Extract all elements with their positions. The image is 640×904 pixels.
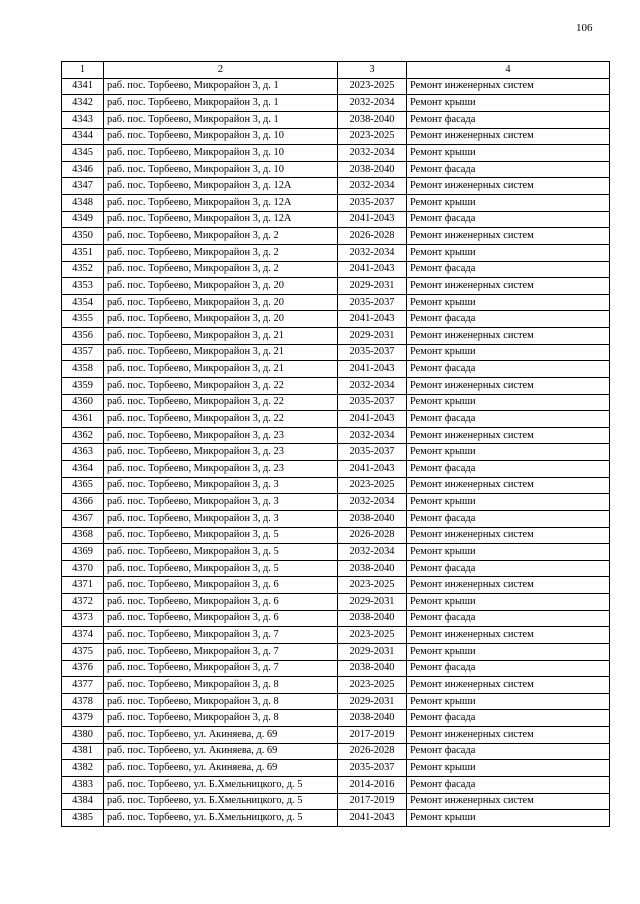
row-number: 4385 (62, 810, 104, 827)
period-cell: 2023-2025 (338, 477, 407, 494)
row-number: 4367 (62, 510, 104, 527)
address-cell: раб. пос. Торбеево, Микрорайон 3, д. 12А (104, 178, 338, 195)
address-cell: раб. пос. Торбеево, Микрорайон 3, д. 8 (104, 693, 338, 710)
table-row (62, 760, 610, 777)
address-cell: раб. пос. Торбеево, Микрорайон 3, д. 23 (104, 427, 338, 444)
row-number: 4343 (62, 111, 104, 128)
period-cell: 2038-2040 (338, 111, 407, 128)
work-type-cell: Ремонт крыши (407, 643, 610, 660)
address-cell: раб. пос. Торбеево, Микрорайон 3, д. 3 (104, 510, 338, 527)
row-number: 4356 (62, 328, 104, 345)
row-number: 4362 (62, 427, 104, 444)
period-cell: 2035-2037 (338, 344, 407, 361)
work-type-cell: Ремонт фасада (407, 510, 610, 527)
work-type-cell: Ремонт фасада (407, 461, 610, 478)
table-row (62, 594, 610, 611)
row-number: 4371 (62, 577, 104, 594)
table-row (62, 477, 610, 494)
address-cell: раб. пос. Торбеево, Микрорайон 3, д. 6 (104, 610, 338, 627)
row-number: 4382 (62, 760, 104, 777)
row-number: 4341 (62, 78, 104, 95)
table-row (62, 278, 610, 295)
table-row (62, 660, 610, 677)
work-type-cell: Ремонт фасада (407, 776, 610, 793)
table-row (62, 411, 610, 428)
table-row (62, 161, 610, 178)
row-number: 4355 (62, 311, 104, 328)
period-cell: 2023-2025 (338, 78, 407, 95)
row-number: 4384 (62, 793, 104, 810)
table-row (62, 461, 610, 478)
address-cell: раб. пос. Торбеево, Микрорайон 3, д. 5 (104, 544, 338, 561)
work-type-cell: Ремонт инженерных систем (407, 577, 610, 594)
work-type-cell: Ремонт инженерных систем (407, 527, 610, 544)
work-type-cell: Ремонт инженерных систем (407, 178, 610, 195)
period-cell: 2038-2040 (338, 660, 407, 677)
work-type-cell: Ремонт крыши (407, 760, 610, 777)
work-type-cell: Ремонт крыши (407, 145, 610, 162)
work-type-cell: Ремонт крыши (407, 544, 610, 561)
period-cell: 2023-2025 (338, 677, 407, 694)
period-cell: 2038-2040 (338, 510, 407, 527)
period-cell: 2035-2037 (338, 195, 407, 212)
table-row (62, 344, 610, 361)
row-number: 4345 (62, 145, 104, 162)
table-row (62, 693, 610, 710)
row-number: 4364 (62, 461, 104, 478)
work-type-cell: Ремонт фасада (407, 311, 610, 328)
table-row (62, 427, 610, 444)
row-number: 4353 (62, 278, 104, 295)
table-row (62, 78, 610, 95)
address-cell: раб. пос. Торбеево, Микрорайон 3, д. 2 (104, 228, 338, 245)
table-row (62, 128, 610, 145)
address-cell: раб. пос. Торбеево, Микрорайон 3, д. 1 (104, 111, 338, 128)
work-type-cell: Ремонт инженерных систем (407, 627, 610, 644)
period-cell: 2035-2037 (338, 294, 407, 311)
row-number: 4357 (62, 344, 104, 361)
table-row (62, 145, 610, 162)
table-row (62, 294, 610, 311)
row-number: 4381 (62, 743, 104, 760)
work-type-cell: Ремонт фасада (407, 660, 610, 677)
period-cell: 2038-2040 (338, 560, 407, 577)
work-type-cell: Ремонт крыши (407, 494, 610, 511)
address-cell: раб. пос. Торбеево, Микрорайон 3, д. 7 (104, 643, 338, 660)
row-number: 4375 (62, 643, 104, 660)
table-header (62, 62, 610, 79)
row-number: 4352 (62, 261, 104, 278)
address-cell: раб. пос. Торбеево, Микрорайон 3, д. 10 (104, 145, 338, 162)
table-row (62, 727, 610, 744)
table-row (62, 311, 610, 328)
period-cell: 2029-2031 (338, 278, 407, 295)
table-row (62, 643, 610, 660)
row-number: 4344 (62, 128, 104, 145)
address-cell: раб. пос. Торбеево, ул. Б.Хмельницкого, д. 5 (104, 793, 338, 810)
row-number: 4368 (62, 527, 104, 544)
address-cell: раб. пос. Торбеево, Микрорайон 3, д. 8 (104, 677, 338, 694)
period-cell: 2029-2031 (338, 328, 407, 345)
work-type-cell: Ремонт крыши (407, 594, 610, 611)
row-number: 4377 (62, 677, 104, 694)
work-type-cell: Ремонт крыши (407, 344, 610, 361)
period-cell: 2014-2016 (338, 776, 407, 793)
row-number: 4348 (62, 195, 104, 212)
period-cell: 2041-2043 (338, 461, 407, 478)
work-type-cell: Ремонт фасада (407, 411, 610, 428)
address-cell: раб. пос. Торбеево, ул. Б.Хмельницкого, д. 5 (104, 810, 338, 827)
address-cell: раб. пос. Торбеево, Микрорайон 3, д. 23 (104, 444, 338, 461)
period-cell: 2026-2028 (338, 743, 407, 760)
table-row (62, 328, 610, 345)
work-type-cell: Ремонт инженерных систем (407, 228, 610, 245)
period-cell: 2023-2025 (338, 627, 407, 644)
row-number: 4361 (62, 411, 104, 428)
column-header-3: 3 (338, 62, 407, 79)
address-cell: раб. пос. Торбеево, Микрорайон 3, д. 10 (104, 161, 338, 178)
work-type-cell: Ремонт инженерных систем (407, 328, 610, 345)
address-cell: раб. пос. Торбеево, ул. Акиняева, д. 69 (104, 727, 338, 744)
address-cell: раб. пос. Торбеево, Микрорайон 3, д. 10 (104, 128, 338, 145)
address-cell: раб. пос. Торбеево, Микрорайон 3, д. 22 (104, 411, 338, 428)
table-row (62, 178, 610, 195)
period-cell: 2035-2037 (338, 444, 407, 461)
address-cell: раб. пос. Торбеево, Микрорайон 3, д. 6 (104, 594, 338, 611)
row-number: 4354 (62, 294, 104, 311)
table-row (62, 776, 610, 793)
period-cell: 2032-2034 (338, 544, 407, 561)
row-number: 4360 (62, 394, 104, 411)
row-number: 4363 (62, 444, 104, 461)
table-body (62, 78, 610, 826)
table-row (62, 394, 610, 411)
work-type-cell: Ремонт крыши (407, 444, 610, 461)
address-cell: раб. пос. Торбеево, Микрорайон 3, д. 1 (104, 78, 338, 95)
period-cell: 2026-2028 (338, 527, 407, 544)
row-number: 4349 (62, 211, 104, 228)
table-row (62, 610, 610, 627)
column-header-2: 2 (104, 62, 338, 79)
period-cell: 2041-2043 (338, 810, 407, 827)
repair-schedule-table (61, 61, 610, 827)
address-cell: раб. пос. Торбеево, Микрорайон 3, д. 8 (104, 710, 338, 727)
work-type-cell: Ремонт крыши (407, 693, 610, 710)
period-cell: 2029-2031 (338, 594, 407, 611)
address-cell: раб. пос. Торбеево, Микрорайон 3, д. 22 (104, 377, 338, 394)
work-type-cell: Ремонт фасада (407, 743, 610, 760)
table-row (62, 527, 610, 544)
row-number: 4342 (62, 95, 104, 112)
address-cell: раб. пос. Торбеево, Микрорайон 3, д. 5 (104, 527, 338, 544)
row-number: 4372 (62, 594, 104, 611)
row-number: 4359 (62, 377, 104, 394)
address-cell: раб. пос. Торбеево, Микрорайон 3, д. 5 (104, 560, 338, 577)
period-cell: 2032-2034 (338, 95, 407, 112)
period-cell: 2041-2043 (338, 211, 407, 228)
table-row (62, 244, 610, 261)
address-cell: раб. пос. Торбеево, Микрорайон 3, д. 20 (104, 294, 338, 311)
address-cell: раб. пос. Торбеево, Микрорайон 3, д. 3 (104, 477, 338, 494)
period-cell: 2038-2040 (338, 710, 407, 727)
work-type-cell: Ремонт фасада (407, 361, 610, 378)
work-type-cell: Ремонт фасада (407, 610, 610, 627)
row-number: 4366 (62, 494, 104, 511)
work-type-cell: Ремонт крыши (407, 810, 610, 827)
row-number: 4373 (62, 610, 104, 627)
address-cell: раб. пос. Торбеево, Микрорайон 3, д. 20 (104, 278, 338, 295)
address-cell: раб. пос. Торбеево, Микрорайон 3, д. 1 (104, 95, 338, 112)
period-cell: 2017-2019 (338, 727, 407, 744)
address-cell: раб. пос. Торбеево, Микрорайон 3, д. 22 (104, 394, 338, 411)
period-cell: 2026-2028 (338, 228, 407, 245)
work-type-cell: Ремонт крыши (407, 195, 610, 212)
table-row (62, 577, 610, 594)
work-type-cell: Ремонт фасада (407, 560, 610, 577)
work-type-cell: Ремонт фасада (407, 211, 610, 228)
period-cell: 2032-2034 (338, 244, 407, 261)
period-cell: 2032-2034 (338, 377, 407, 394)
table-row (62, 510, 610, 527)
table-row (62, 710, 610, 727)
period-cell: 2029-2031 (338, 643, 407, 660)
address-cell: раб. пос. Торбеево, Микрорайон 3, д. 6 (104, 577, 338, 594)
period-cell: 2041-2043 (338, 311, 407, 328)
row-number: 4369 (62, 544, 104, 561)
header-row (62, 62, 610, 79)
period-cell: 2032-2034 (338, 145, 407, 162)
table-row (62, 810, 610, 827)
work-type-cell: Ремонт инженерных систем (407, 427, 610, 444)
row-number: 4365 (62, 477, 104, 494)
work-type-cell: Ремонт фасада (407, 111, 610, 128)
address-cell: раб. пос. Торбеево, ул. Акиняева, д. 69 (104, 743, 338, 760)
period-cell: 2041-2043 (338, 261, 407, 278)
address-cell: раб. пос. Торбеево, Микрорайон 3, д. 3 (104, 494, 338, 511)
column-header-4: 4 (407, 62, 610, 79)
table-row (62, 111, 610, 128)
row-number: 4346 (62, 161, 104, 178)
row-number: 4379 (62, 710, 104, 727)
row-number: 4376 (62, 660, 104, 677)
row-number: 4358 (62, 361, 104, 378)
work-type-cell: Ремонт инженерных систем (407, 677, 610, 694)
period-cell: 2041-2043 (338, 361, 407, 378)
work-type-cell: Ремонт инженерных систем (407, 278, 610, 295)
address-cell: раб. пос. Торбеево, Микрорайон 3, д. 7 (104, 660, 338, 677)
work-type-cell: Ремонт инженерных систем (407, 727, 610, 744)
work-type-cell: Ремонт инженерных систем (407, 477, 610, 494)
period-cell: 2023-2025 (338, 577, 407, 594)
table-row (62, 377, 610, 394)
page-number: 106 (576, 22, 593, 34)
row-number: 4380 (62, 727, 104, 744)
address-cell: раб. пос. Торбеево, ул. Б.Хмельницкого, д. 5 (104, 776, 338, 793)
address-cell: раб. пос. Торбеево, Микрорайон 3, д. 20 (104, 311, 338, 328)
period-cell: 2017-2019 (338, 793, 407, 810)
row-number: 4383 (62, 776, 104, 793)
work-type-cell: Ремонт инженерных систем (407, 78, 610, 95)
address-cell: раб. пос. Торбеево, ул. Акиняева, д. 69 (104, 760, 338, 777)
table-row (62, 544, 610, 561)
address-cell: раб. пос. Торбеево, Микрорайон 3, д. 2 (104, 261, 338, 278)
table-row (62, 793, 610, 810)
table-row (62, 361, 610, 378)
table-row (62, 494, 610, 511)
period-cell: 2038-2040 (338, 161, 407, 178)
period-cell: 2035-2037 (338, 760, 407, 777)
work-type-cell: Ремонт инженерных систем (407, 793, 610, 810)
address-cell: раб. пос. Торбеево, Микрорайон 3, д. 21 (104, 361, 338, 378)
period-cell: 2029-2031 (338, 693, 407, 710)
period-cell: 2038-2040 (338, 610, 407, 627)
table-row (62, 228, 610, 245)
row-number: 4370 (62, 560, 104, 577)
period-cell: 2032-2034 (338, 427, 407, 444)
table-row (62, 743, 610, 760)
table-row (62, 211, 610, 228)
table-row (62, 560, 610, 577)
work-type-cell: Ремонт крыши (407, 95, 610, 112)
work-type-cell: Ремонт крыши (407, 294, 610, 311)
table-row (62, 95, 610, 112)
address-cell: раб. пос. Торбеево, Микрорайон 3, д. 12А (104, 195, 338, 212)
work-type-cell: Ремонт крыши (407, 394, 610, 411)
address-cell: раб. пос. Торбеево, Микрорайон 3, д. 2 (104, 244, 338, 261)
work-type-cell: Ремонт инженерных систем (407, 377, 610, 394)
work-type-cell: Ремонт фасада (407, 261, 610, 278)
address-cell: раб. пос. Торбеево, Микрорайон 3, д. 12А (104, 211, 338, 228)
period-cell: 2041-2043 (338, 411, 407, 428)
address-cell: раб. пос. Торбеево, Микрорайон 3, д. 7 (104, 627, 338, 644)
period-cell: 2035-2037 (338, 394, 407, 411)
table-row (62, 195, 610, 212)
table-row (62, 627, 610, 644)
address-cell: раб. пос. Торбеево, Микрорайон 3, д. 23 (104, 461, 338, 478)
row-number: 4351 (62, 244, 104, 261)
work-type-cell: Ремонт фасада (407, 710, 610, 727)
period-cell: 2032-2034 (338, 494, 407, 511)
table-row (62, 677, 610, 694)
work-type-cell: Ремонт инженерных систем (407, 128, 610, 145)
row-number: 4378 (62, 693, 104, 710)
row-number: 4347 (62, 178, 104, 195)
row-number: 4350 (62, 228, 104, 245)
table-row (62, 261, 610, 278)
work-type-cell: Ремонт фасада (407, 161, 610, 178)
work-type-cell: Ремонт крыши (407, 244, 610, 261)
column-header-1: 1 (62, 62, 104, 79)
period-cell: 2032-2034 (338, 178, 407, 195)
address-cell: раб. пос. Торбеево, Микрорайон 3, д. 21 (104, 328, 338, 345)
address-cell: раб. пос. Торбеево, Микрорайон 3, д. 21 (104, 344, 338, 361)
period-cell: 2023-2025 (338, 128, 407, 145)
row-number: 4374 (62, 627, 104, 644)
table-row (62, 444, 610, 461)
